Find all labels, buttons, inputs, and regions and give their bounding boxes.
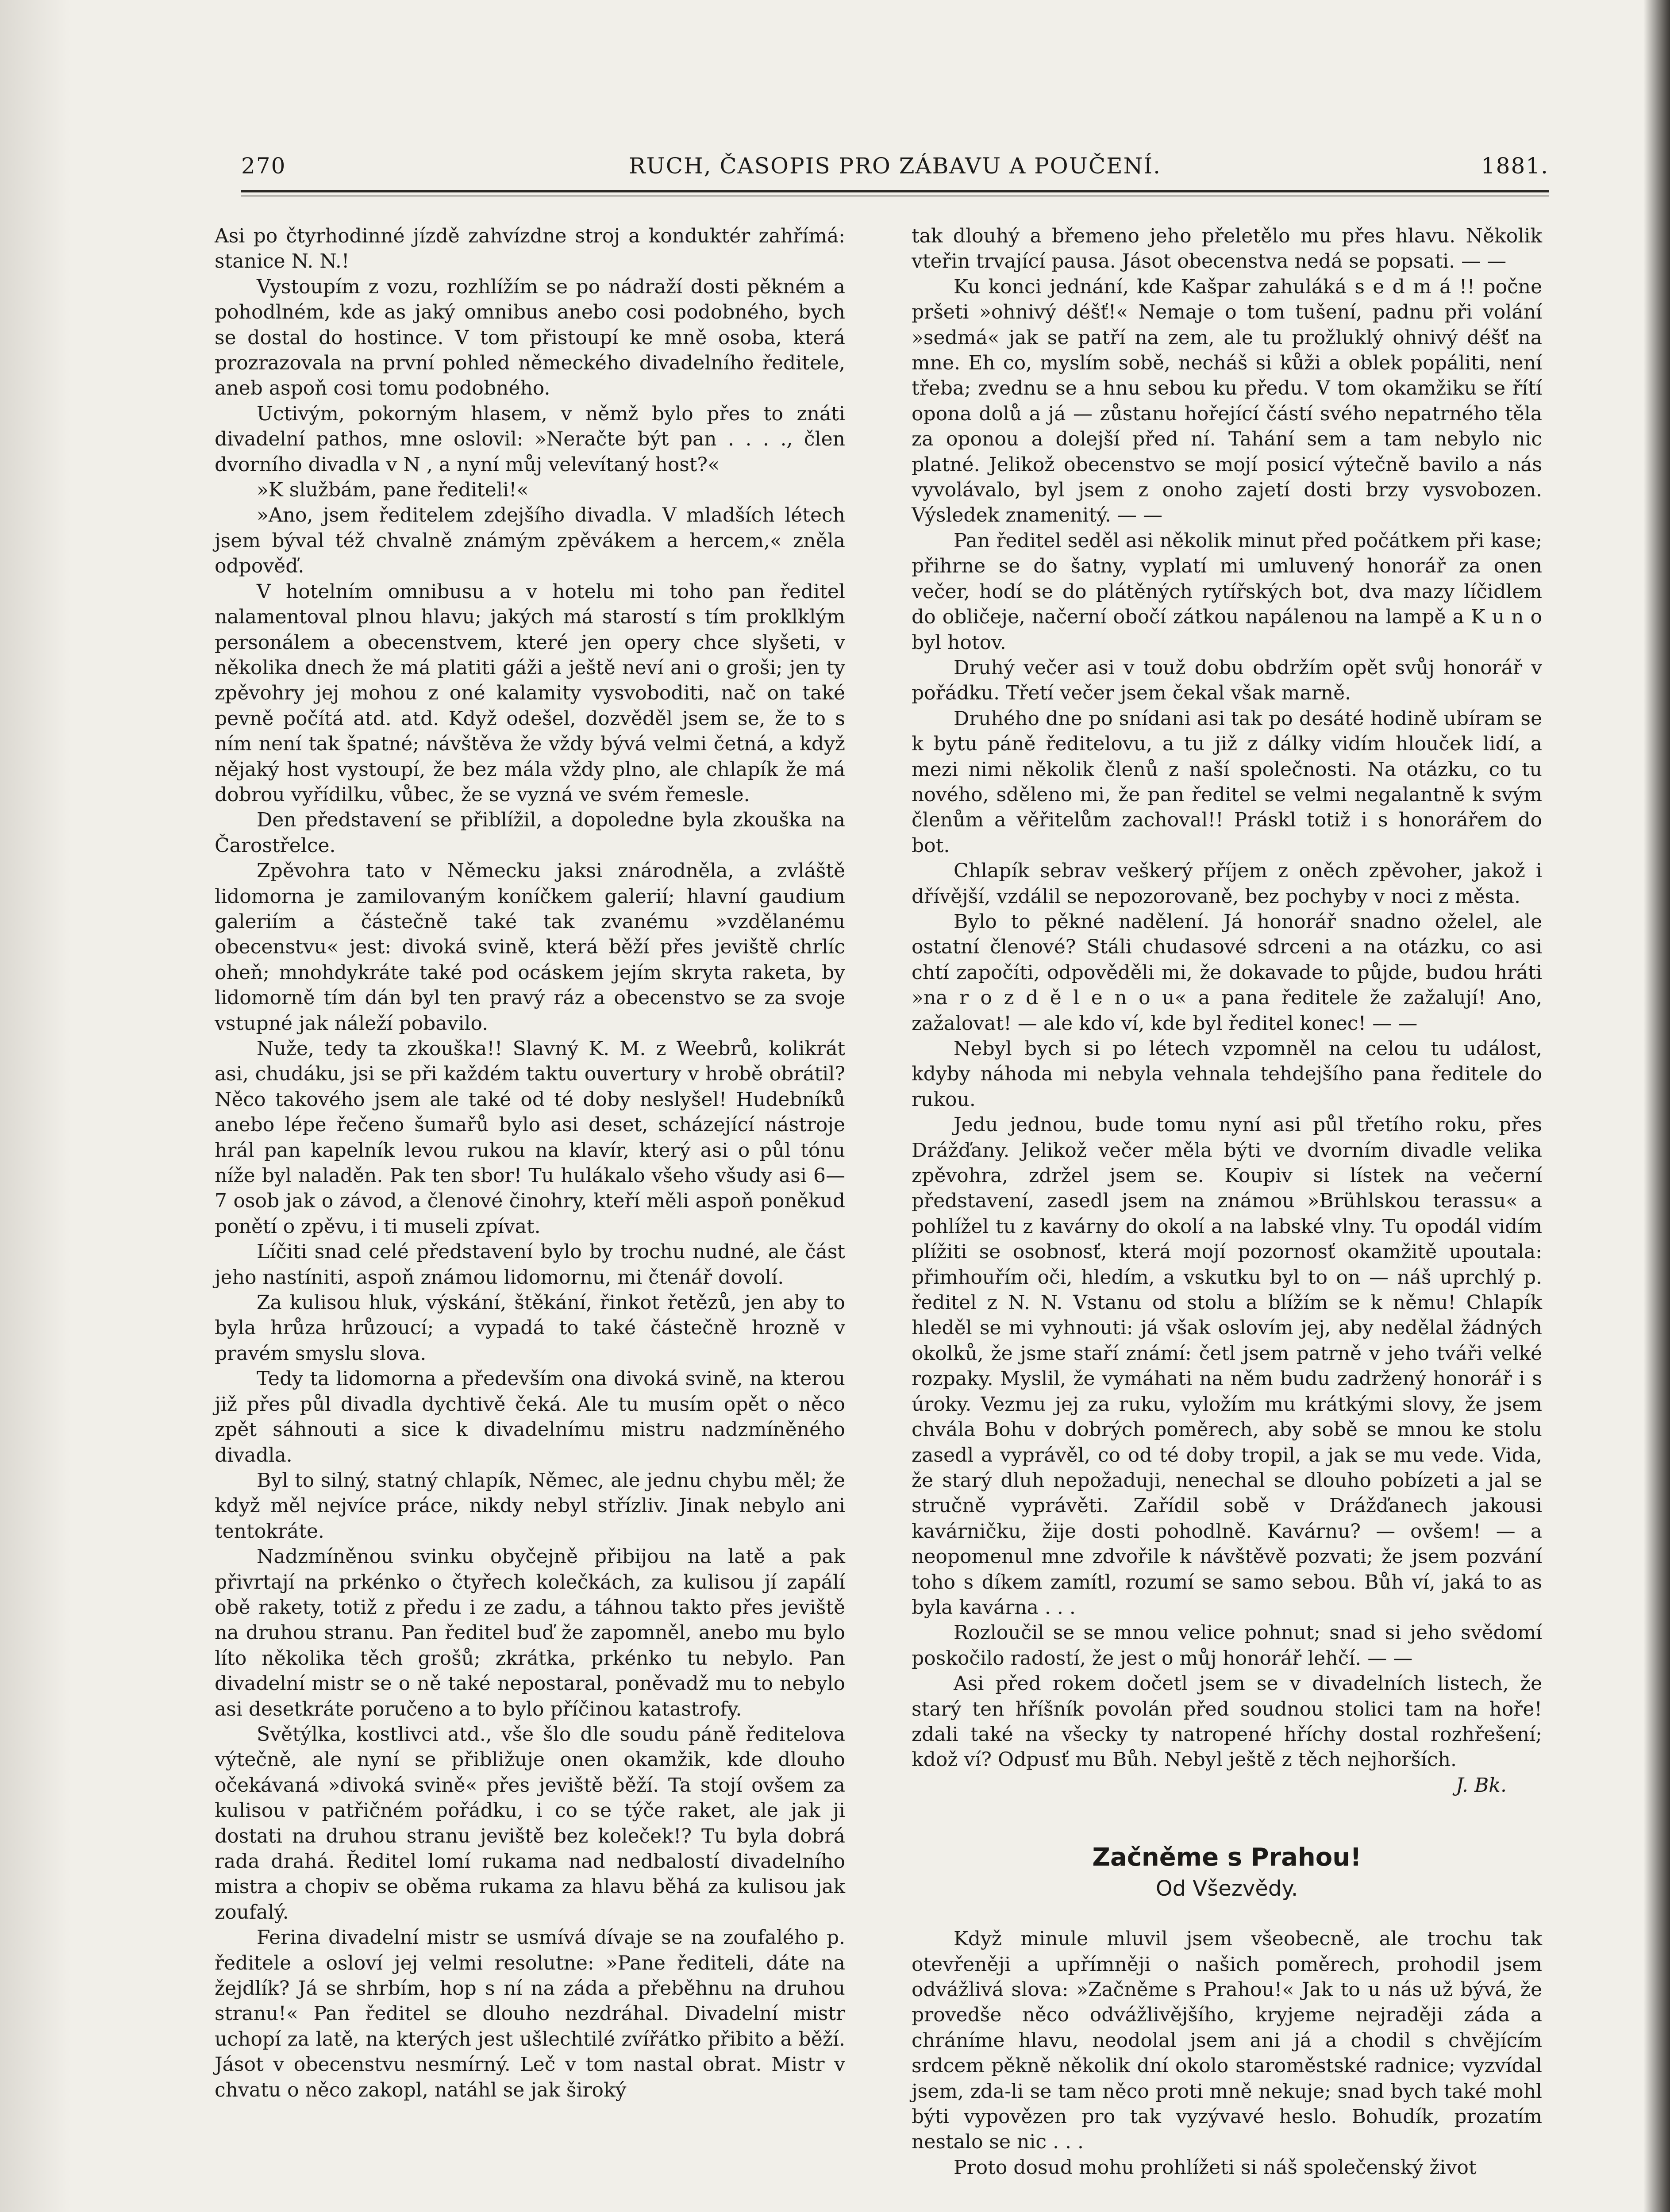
paragraph: Ferina divadelní mistr se usmívá dívaje se na zoufalého p. ředitele a osloví jej velmi resolutne: »Pane řediteli, dáte na žejdlík? Já se shrbím, hop s ní na záda a přeběhnu na druhou stranu!« Pan ředitel se dlouho nezdráhal. Divadelní mistr uchopí za latě, na kterých jest ušlechtilé zvířátko přibito a běží. Jásot v obecenstvu nesmírný. Leč v tom nastal obrat. Mistr v chvatu o něco zakopl, natáhl se jak široký bbox=[215, 1926, 845, 2101]
paragraph: Den představení se přiblížil, a dopoledne byla zkouška na Čarostřelce. bbox=[215, 809, 845, 857]
paragraph: Líčiti snad celé představení bylo by trochu nudné, ale část jeho nastíniti, aspoň známou lidomornu, mi čtenář dovolí. bbox=[215, 1240, 845, 1289]
paragraph: Ku konci jednání, kde Kašpar zahuláká s e d m á !! počne pršeti »ohnivý déšť!« Nemaje o tom tušení, padnu při volání »sedmá« jak se patří na zem, ale tu prožluklý ohnivý déšť na mne. Eh co, myslím sobě, necháš si kůži a oblek popáliti, není třeba; zvednu se a hnu sebou ku předu. V tom okamžiku se řítí opona dolů a já — zůstanu hořející částí svého nepatrného těla za oponou a dolejší před ní. Tahání sem a tam nebylo nic platné. Jelikož obecenstvo se mojí posicí výtečně bavilo a nás vyvolávalo, byl jsem z onoho zajetí dosti brzy vysvobozen. Výsledek znamenitý. — — bbox=[912, 275, 1542, 527]
paragraph: Vystoupím z vozu, rozhlížím se po nádraží dosti pěkném a pohodlném, kde as jaký omnibus anebo cosi podobného, bych se dostal do hostince. V tom přistoupí ke mně osoba, která prozrazovala na první pohled německého divadelního ředitele, aneb aspoň cosi tomu podobného. bbox=[215, 275, 845, 400]
page-shadow-right bbox=[1643, 0, 1670, 2212]
paragraph: Nebyl bych si po létech vzpomněl na celou tu událost, kdyby náhoda mi nebyla vehnala tehdejšího pana ředitele do rukou. bbox=[912, 1037, 1542, 1111]
paragraph: Zpěvohra tato v Německu jaksi znárodněla, a zvláště lidomorna je zamilovaným koníčkem galerií; hlavní gaudium galeriím a částečně také tak zvanému »vzdělanému obecenstvu« jest: divoká svině, která běží přes jeviště chrlíc oheň; mnohdykráte také pod ocáskem jejím skryta raketa, by lidomorně tím dán byl ten pravý ráz a obecenstvo se za svoje vstupné jak náleží pobavilo. bbox=[215, 860, 845, 1035]
paragraph: Nadzmíněnou svinku obyčejně přibijou na latě a pak přivrtají na prkénko o čtyřech kolečkách, za kulisou jí zapálí obě rakety, totiž z předu i ze zadu, a táhnou takto přes jeviště na druhou stranu. Pan ředitel buď že zapomněl, anebo mu bylo líto několika těch grošů; zkrátka, prkénko tu nebylo. Pan divadelní mistr se o ně také nepostaral, poněvadž mu to nebylo asi desetkráte poručeno a to bylo příčinou katastrofy. bbox=[215, 1545, 845, 1720]
paragraph: Asi před rokem dočetl jsem se v divadelních listech, že starý ten hříšník povolán před soudnou stolici tam na hoře! zdali také na všecky ty natropené hříchy dostal rozhřešení; kdož ví? Odpusť mu Bůh. Nebyl ještě z těch nejhorších. bbox=[912, 1672, 1542, 1771]
paragraph: »K službám, pane řediteli!« bbox=[257, 479, 529, 502]
article-title: Začněme s Prahou! bbox=[1092, 1843, 1362, 1872]
article-byline: Od Všezvědy. bbox=[1155, 1876, 1298, 1901]
running-header bbox=[241, 146, 1549, 186]
paragraph: Nuže, tedy ta zkouška!! Slavný K. M. z Weebrů, kolikrát asi, chudáku, jsi se při každém taktu ouvertury v hrobě obrátil? Něco takového jsem ale také od té doby neslyšel! Hudebníků anebo lépe řečeno šumařů bylo asi deset, scházející nástroje hrál pan kapelník levou rukou na klavír, který asi o půl tónu níže byl naladěn. Pak ten sbor! Tu hulákalo všeho všudy asi 6—7 osob jak o závod, a členové činohry, kteří měli aspoň poněkud ponětí o zpěvu, i ti museli zpívat. bbox=[215, 1037, 845, 1238]
paragraph: Když minule mluvil jsem všeobecně, ale trochu tak otevřeněji a upřímněji o našich poměrech, prohodil jsem odvážlivá slova: »Začněme s Prahou!« Jak to u nás už bývá, že provedše něco odvážlivějšího, kryjeme nejraději záda a chráníme hlavu, neodolal jsem ani já a chodil s chvějícím srdcem pěkně několik dní okolo staroměstské radnice; vyzvídal jsem, zda-li se tam něco proti mně nekuje; snad bych také mohl býti vypovězen pro tak vyzývavé heslo. Bohudík, prozatím nestalo se nic . . . bbox=[912, 1928, 1542, 2154]
journal-title: RUCH, ČASOPIS PRO ZÁBAVU A POUČENÍ. bbox=[628, 153, 1162, 179]
paragraph: Uctivým, pokorným hlasem, v němž bylo přes to znáti divadelní pathos, mne oslovil: »Neračte být pan . . . ., člen dvorního divadla v N , a nyní můj velevítaný host?« bbox=[215, 402, 845, 476]
paragraph: »Ano, jsem ředitelem zdejšího divadla. V mladších létech jsem býval též chvalně známým zpěvákem a hercem,« zněla odpověď. bbox=[215, 504, 845, 578]
paragraph: Jedu jednou, bude tomu nyní asi půl třetího roku, přes Drážďany. Jelikož večer měla býti ve dvorním divadle velika zpěvohra, zdržel jsem se. Koupiv si lístek na večerní představení, zasedl jsem na známou »Brühlskou terassu« a pohlížel tu z kavárny do okolí a na labské vlny. Tu opodál vidím plížiti se osobnosť, která mojí pozornosť okamžitě upoutala: přimhouřím oči, hledím, a vskutku byl to on — náš uprchlý p. ředitel z N. N. Vstanu od stolu a blížím se k němu! Chlapík hleděl se mi vyhnouti: já však oslovím jej, aby nedělal žádných okolků, že jsme staří známí: četl jsem patrně v jeho tváři velké rozpaky. Myslil, že vymáhati na něm budu zadržený honorář i s úroky. Vezmu jej za ruku, vyložím mu krátkými slovy, že jsem chvála Bohu v dobrých poměrech, aby sobě se mnou ke stolu zasedl a vyprávěl, co od té doby tropil, a jak se mu vede. Vida, že starý dluh nepožaduji, nenechal se dlouho pobízeti a jal se stručně vyprávěti. Zařídil sobě v Drážďanech jakousi kavárničku, žije dosti pohodlně. Kavárnu? — ovšem! — a neopomenul mne zdvořile k návštěvě pozvati; že jsem pozvání toho s díkem zamítl, rozumí se samo sebou. Bůh ví, jaká to as byla kavárna . . . bbox=[912, 1114, 1542, 1619]
paragraph: Chlapík sebrav veškerý příjem z oněch zpěvoher, jakož i dřívější, vzdálil se nepozorovaně, bez pochyby v noci z města. bbox=[912, 860, 1542, 908]
right-column bbox=[912, 223, 1542, 2180]
paragraph: tak dlouhý a břemeno jeho přeletělo mu přes hlavu. Několik vteřin trvající pausa. Jásot obecenstva nedá se popsati. — — bbox=[912, 225, 1542, 273]
paragraph: Proto dosud mohu prohlížeti si náš společenský život bbox=[954, 2156, 1477, 2179]
paragraph: Byl to silný, statný chlapík, Němec, ale jednu chybu měl; že když měl nejvíce práce, nikdy nebyl střízliv. Jinak nebylo ani tentokráte. bbox=[215, 1469, 845, 1543]
author-signature: J. Bk. bbox=[1455, 1774, 1507, 1797]
paragraph: Za kulisou hluk, výskání, štěkání, řinkot řetězů, jen aby to byla hrůza hrůzoucí; a vypadá to také částečně hrozně v pravém smyslu slova. bbox=[215, 1291, 845, 1365]
page-number: 270 bbox=[241, 153, 286, 179]
paragraph: V hotelním omnibusu a v hotelu mi toho pan ředitel nalamentoval plnou hlavu; jakých má starostí s tím proklklým personálem a obecenstvem, které jen opery chce slyšeti, v několika dnech že má platiti gáži a ještě neví ani o groši; jen ty zpěvohry jej mohou z oné kalamity vysvoboditi, nač on také pevně počítá atd. atd. Když odešel, dozvěděl jsem se, že to s ním není tak špatné; návštěva že vždy bývá velmi četná, a když nějaký host vystoupí, že bez mála vždy plno, ale chlapík že má dobrou vyřídilku, vůbec, že se vyzná ve svém řemesle. bbox=[215, 580, 845, 806]
header-rule bbox=[241, 190, 1549, 192]
paragraph: Bylo to pěkné nadělení. Já honorář snadno oželel, ale ostatní členové? Stáli chudasové sdrceni a na otázku, co asi chtí započíti, odpověděli mi, že dokavade to půjde, budou hráti »na r o z d ě l e n o u« a pana ředitele že zažalují! Ano, zažalovat! — ale kdo ví, kde byl ředitel konec! — — bbox=[912, 910, 1542, 1035]
page-shadow-left bbox=[0, 0, 71, 2212]
paragraph: Druhého dne po snídani asi tak po desáté hodině ubíram se k bytu páně ředitelovu, a tu již z dálky vidím hlouček lidí, a mezi nimi několik členů z naší společnosti. Na otázku, co tu nového, sděleno mi, že pan ředitel se velmi negalantně k svým členům a věřitelům zachoval!! Práskl totiž i s honorářem do bot. bbox=[912, 707, 1542, 857]
paragraph: Rozloučil se se mnou velice pohnut; snad si jeho svědomí poskočilo radostí, že jest o můj honorář lehčí. — — bbox=[912, 1621, 1542, 1670]
paragraph: Pan ředitel seděl asi několik minut před počátkem při kase; přihrne se do šatny, vyplatí mi umluvený honorář za onen večer, hodí se do plátěných rytířských bot, dva mazy líčidlem do obličeje, načerní obočí zátkou napálenou na lampě a K u n o byl hotov. bbox=[912, 529, 1542, 654]
paragraph: Tedy ta lidomorna a především ona divoká svině, na kterou již přes půl divadla dychtivě čeká. Ale tu musím opět o něco zpět sáhnouti a sice k divadelnímu mistru nadzmíněného divadla. bbox=[215, 1367, 845, 1467]
paragraph: Světýlka, kostlivci atd., vše šlo dle soudu páně ředitelova výtečně, ale nyní se přibližuje onen okamžik, kde dlouho očekávaná »divoká svině« přes jeviště běží. Ta stojí ovšem za kulisou v patřičném pořádku, i co se týče raket, ale jak ji dostati na druhou stranu jeviště bez koleček!? Tu byla dobrá rada drahá. Ředitel lomí rukama nad nedbalostí divadelního mistra a chopiv se oběma rukama za hlavu běhá za kulisou jak zoufalý. bbox=[215, 1723, 845, 1924]
issue-year: 1881. bbox=[1481, 153, 1549, 179]
paragraph: Druhý večer asi v touž dobu obdržím opět svůj honorář v pořádku. Třetí večer jsem čekal však marně. bbox=[912, 656, 1542, 705]
left-column bbox=[215, 223, 845, 2103]
paragraph: Asi po čtyrhodinné jízdě zahvízdne stroj a konduktér zahřímá: stanice N. N.! bbox=[215, 225, 845, 273]
